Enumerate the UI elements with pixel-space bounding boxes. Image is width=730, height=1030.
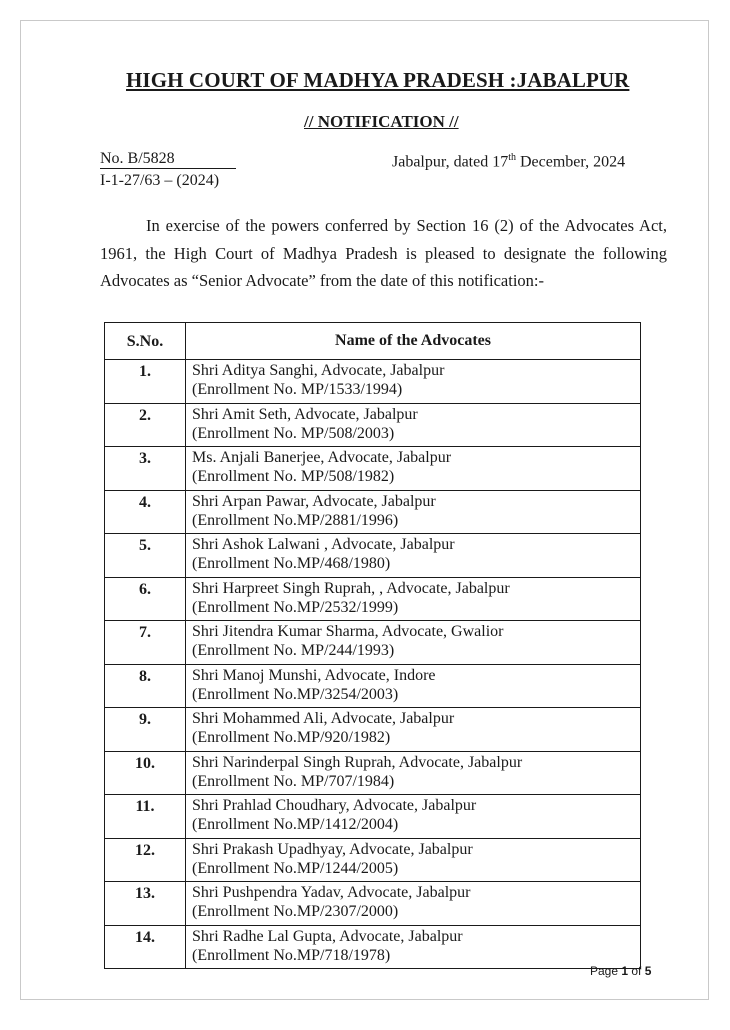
advocate-cell [186,577,641,621]
advocate-enrollment: (Enrollment No.MP/3254/2003) [192,685,399,703]
table-body [105,360,641,969]
table-row [105,360,641,404]
advocate-enrollment: (Enrollment No.MP/2881/1996) [192,511,399,529]
advocate-cell [186,403,641,447]
advocate-enrollment: (Enrollment No.MP/920/1982) [192,729,391,746]
advocate-enrollment: (Enrollment No. MP/707/1984) [192,772,395,790]
table-row [105,403,641,447]
advocate-enrollment: (Enrollment No. MP/1533/1994) [192,381,403,398]
advocate-name: Shri Arpan Pawar, Advocate, Jabalpur [192,492,436,510]
advocate-cell [186,534,641,578]
reference-number: No. B/5828 [100,150,236,169]
advocate-name: Shri Manoj Munshi, Advocate, Indore [192,666,436,684]
serial-number-cell: 10. [105,751,186,795]
advocate-enrollment: (Enrollment No. MP/244/1993) [192,642,395,659]
advocate-name: Shri Narinderpal Singh Ruprah, Advocate, Jabalpur [192,753,523,771]
advocate-name: Shri Amit Seth, Advocate, Jabalpur [192,405,418,423]
advocate-name: Shri Pushpendra Yadav, Advocate, Jabalpur [192,884,471,901]
serial-number-cell: 8. [105,664,186,708]
page-current: 1 [621,964,629,978]
advocate-cell [186,925,641,969]
advocate-cell [186,490,641,534]
advocate-enrollment: (Enrollment No. MP/508/1982) [192,468,395,485]
advocate-cell [186,708,641,752]
table-row [105,664,641,708]
column-header-sno: S.No. [105,323,186,360]
advocate-cell [186,664,641,708]
advocate-enrollment: (Enrollment No.MP/468/1980) [192,555,391,572]
advocate-cell [186,838,641,882]
advocate-cell [186,621,641,665]
advocate-enrollment: (Enrollment No.MP/1244/2005) [192,859,399,877]
notification-heading: // NOTIFICATION // [304,112,459,131]
page-label: Page [590,964,622,978]
advocate-name: Shri Prakash Upadhyay, Advocate, Jabalpur [192,840,473,858]
page-number [590,964,651,978]
table-row [105,447,641,491]
table-row [105,882,641,926]
advocate-cell [186,882,641,926]
serial-number-cell: 7. [105,621,186,665]
serial-number-cell: 12. [105,838,186,882]
serial-number-cell: 11. [105,795,186,839]
date-line [392,152,625,171]
serial-number-cell: 2. [105,403,186,447]
serial-number-cell: 13. [105,882,186,926]
advocate-name: Shri Mohammed Ali, Advocate, Jabalpur [192,710,455,727]
advocate-name: Shri Aditya Sanghi, Advocate, Jabalpur [192,362,445,379]
serial-number-cell: 9. [105,708,186,752]
page-total: 5 [644,964,652,978]
table-row [105,490,641,534]
advocate-name: Shri Jitendra Kumar Sharma, Advocate, Gwalior [192,623,504,640]
table-row [105,795,641,839]
advocate-cell [186,795,641,839]
serial-number-cell: 1. [105,360,186,404]
advocate-name: Shri Harpreet Singh Ruprah, , Advocate, Jabalpur [192,579,510,597]
advocate-cell [186,751,641,795]
serial-number-cell: 5. [105,534,186,578]
advocates-table [104,322,641,969]
serial-number-cell: 3. [105,447,186,491]
page-title: HIGH COURT OF MADHYA PRADESH :JABALPUR [126,68,630,92]
table-row [105,577,641,621]
serial-number-cell: 4. [105,490,186,534]
file-number: I-1-27/63 – (2024) [100,172,220,189]
table-row [105,751,641,795]
table-header-row [105,323,641,360]
date-ordinal: th [508,152,516,163]
advocate-enrollment: (Enrollment No. MP/508/2003) [192,424,395,442]
notification-paragraph: In exercise of the powers conferred by Section 16 (2) of the Advocates Act, 1961, the High Court of Madhya Pradesh is pleased to designate the following Advocates as “Senior Advocate” from the date of this notification:- [100,216,667,290]
date-prefix: Jabalpur, dated 17 [392,153,509,171]
table-row [105,838,641,882]
table-row [105,925,641,969]
table-row [105,534,641,578]
serial-number-cell: 6. [105,577,186,621]
advocate-name: Shri Prahlad Choudhary, Advocate, Jabalpur [192,797,477,814]
advocate-name: Shri Radhe Lal Gupta, Advocate, Jabalpur [192,927,463,945]
table-row [105,621,641,665]
table-row [105,708,641,752]
advocate-enrollment: (Enrollment No.MP/2532/1999) [192,598,399,616]
date-suffix: December, 2024 [516,153,626,171]
advocate-name: Ms. Anjali Banerjee, Advocate, Jabalpur [192,449,452,466]
advocate-enrollment: (Enrollment No.MP/1412/2004) [192,816,399,833]
advocate-enrollment: (Enrollment No.MP/2307/2000) [192,903,399,920]
column-header-name: Name of the Advocates [186,323,641,360]
advocate-enrollment: (Enrollment No.MP/718/1978) [192,946,391,964]
advocate-cell [186,360,641,404]
advocate-name: Shri Ashok Lalwani , Advocate, Jabalpur [192,536,455,553]
page-of-label: of [628,964,645,978]
serial-number-cell: 14. [105,925,186,969]
advocate-cell [186,447,641,491]
